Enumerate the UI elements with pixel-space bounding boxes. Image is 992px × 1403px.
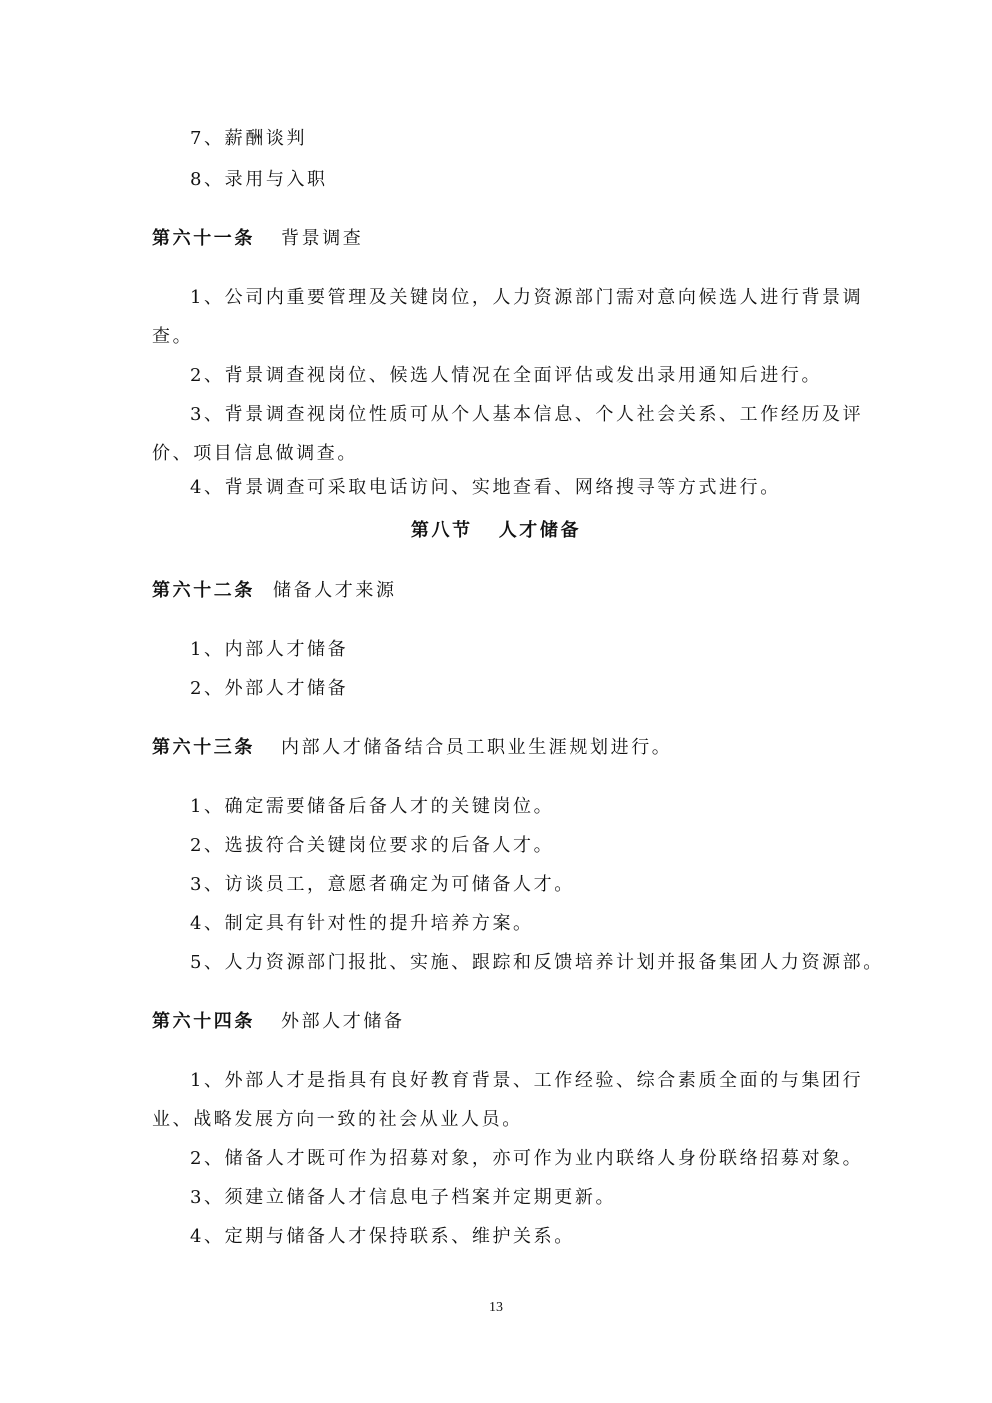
article-number: 第六十四条	[152, 1011, 255, 1032]
article-63-heading	[152, 736, 852, 760]
article-64-heading	[152, 1010, 852, 1034]
list-item: 4、定期与储备人才保持联系、维护关系。	[190, 1226, 575, 1247]
list-item: 7、薪酬谈判	[190, 128, 308, 149]
section-title: 人才储备	[498, 520, 582, 541]
list-item: 1、确定需要储备后备人才的关键岗位。	[190, 796, 555, 817]
list-item: 2、选拔符合关键岗位要求的后备人才。	[190, 835, 555, 856]
article-number: 第六十一条	[152, 228, 255, 249]
list-item: 3、背景调查视岗位性质可从个人基本信息、个人社会关系、工作经历及评	[190, 404, 864, 425]
article-title: 内部人才储备结合员工职业生涯规划进行。	[281, 737, 673, 758]
list-item: 8、录用与入职	[190, 169, 328, 190]
list-item: 2、背景调查视岗位、候选人情况在全面评估或发出录用通知后进行。	[190, 365, 823, 386]
section-heading	[0, 519, 992, 543]
section-number: 第八节	[410, 520, 473, 541]
list-item: 4、制定具有针对性的提升培养方案。	[190, 913, 534, 934]
article-61-heading	[152, 227, 852, 251]
list-item-continuation: 价、项目信息做调查。	[152, 443, 358, 464]
article-title: 背景调查	[281, 228, 364, 249]
page-number: 13	[489, 1300, 503, 1315]
list-item: 2、外部人才储备	[190, 678, 349, 699]
list-item: 5、人力资源部门报批、实施、跟踪和反馈培养计划并报备集团人力资源部。	[190, 952, 884, 973]
list-item: 1、内部人才储备	[190, 639, 349, 660]
article-number: 第六十二条	[152, 580, 255, 601]
list-item-continuation: 业、战略发展方向一致的社会从业人员。	[152, 1109, 523, 1130]
list-item: 3、访谈员工，意愿者确定为可储备人才。	[190, 874, 575, 895]
list-item: 4、背景调查可采取电话访问、实地查看、网络搜寻等方式进行。	[190, 477, 781, 498]
list-item: 1、外部人才是指具有良好教育背景、工作经验、综合素质全面的与集团行	[190, 1070, 864, 1091]
list-item: 3、须建立储备人才信息电子档案并定期更新。	[190, 1187, 617, 1208]
list-item-continuation: 查。	[152, 326, 194, 347]
list-item: 2、储备人才既可作为招募对象，亦可作为业内联络人身份联络招募对象。	[190, 1148, 864, 1169]
list-item: 1、公司内重要管理及关键岗位，人力资源部门需对意向候选人进行背景调	[190, 287, 864, 308]
article-title: 储备人才来源	[273, 580, 397, 601]
article-62-heading	[152, 579, 852, 603]
article-title: 外部人才储备	[281, 1011, 405, 1032]
article-number: 第六十三条	[152, 737, 255, 758]
